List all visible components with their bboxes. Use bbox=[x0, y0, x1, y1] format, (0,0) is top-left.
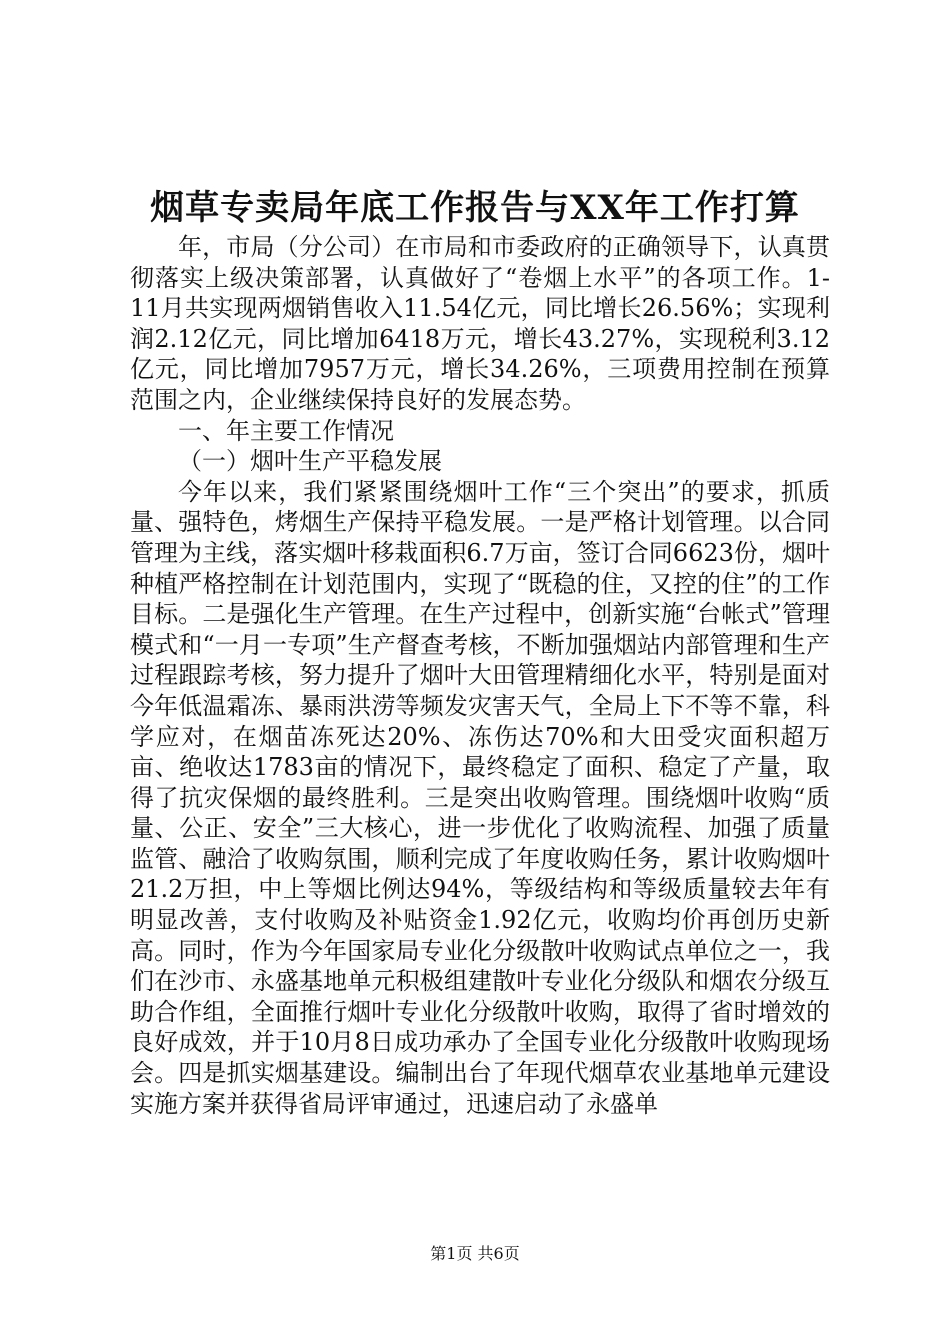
section-heading: 一、年主要工作情况 bbox=[178, 416, 394, 445]
page-number-footer: 第1页 共6页 bbox=[430, 1244, 520, 1263]
paragraph-intro: 年，市局（分公司）在市局和市委政府的正确领导下，认真贯彻落实上级决策部署，认真做好了“卷烟上水平”的各项工作。1-11月共实现两烟销售收入11.54亿元，同比增长26.56%；实现利润2.12亿元，同比增加6418万元，增长43.27%，实现税利3.12亿元，同比增加7957万元，增长34.26%，三项费用控制在预算范围之内，企业继续保持良好的发展态势。 bbox=[130, 233, 830, 414]
paragraph-tobacco-production: 今年以来，我们紧紧围绕烟叶工作“三个突出”的要求，抓质量、强特色，烤烟生产保持平稳发展。一是严格计划管理。以合同管理为主线，落实烟叶移栽面积6.7万亩，签订合同6623份，烟叶种植严格控制在计划范围内，实现了“既稳的住，又控的住”的工作目标。二是强化生产管理。在生产过程中，创新实施“台帐式”管理模式和“一月一专项”生产督查考核，不断加强烟站内部管理和生产过程跟踪考核，努力提升了烟叶大田管理精细化水平，特别是面对今年低温霜冻、暴雨洪涝等频发灾害天气，全局上下不等不靠，科学应对，在烟苗冻死达20%、冻伤达70%和大田受灾面积超万亩、绝收达1783亩的情况下，最终稳定了面积、稳定了产量，取得了抗灾保烟的最终胜利。三是突出收购管理。围绕烟叶收购“质量、公正、安全”三大核心，进一步优化了收购流程、加强了质量监管、融洽了收购氛围，顺利完成了年度收购任务，累计收购烟叶21.2万担，中上等烟比例达94%，等级结构和等级质量较去年有明显改善，支付收购及补贴资金1.92亿元，收购均价再创历史新高。同时，作为今年国家局专业化分级散叶收购试点单位之一，我们在沙市、永盛基地单元积极组建散叶专业化分级队和烟农分级互助合作组，全面推行烟叶专业化分级散叶收购，取得了省时增效的良好成效，并于10月8日成功承办了全国专业化分级散叶收购现场会。四是抓实烟基建设。编制出台了年现代烟草农业基地单元建设实施方案并获得省局评审通过，迅速启动了永盛单 bbox=[130, 477, 830, 1118]
subsection-heading: （一）烟叶生产平稳发展 bbox=[178, 447, 442, 476]
document-body bbox=[130, 232, 830, 1119]
document-title: 烟草专卖局年底工作报告与XX年工作打算 bbox=[150, 188, 800, 228]
